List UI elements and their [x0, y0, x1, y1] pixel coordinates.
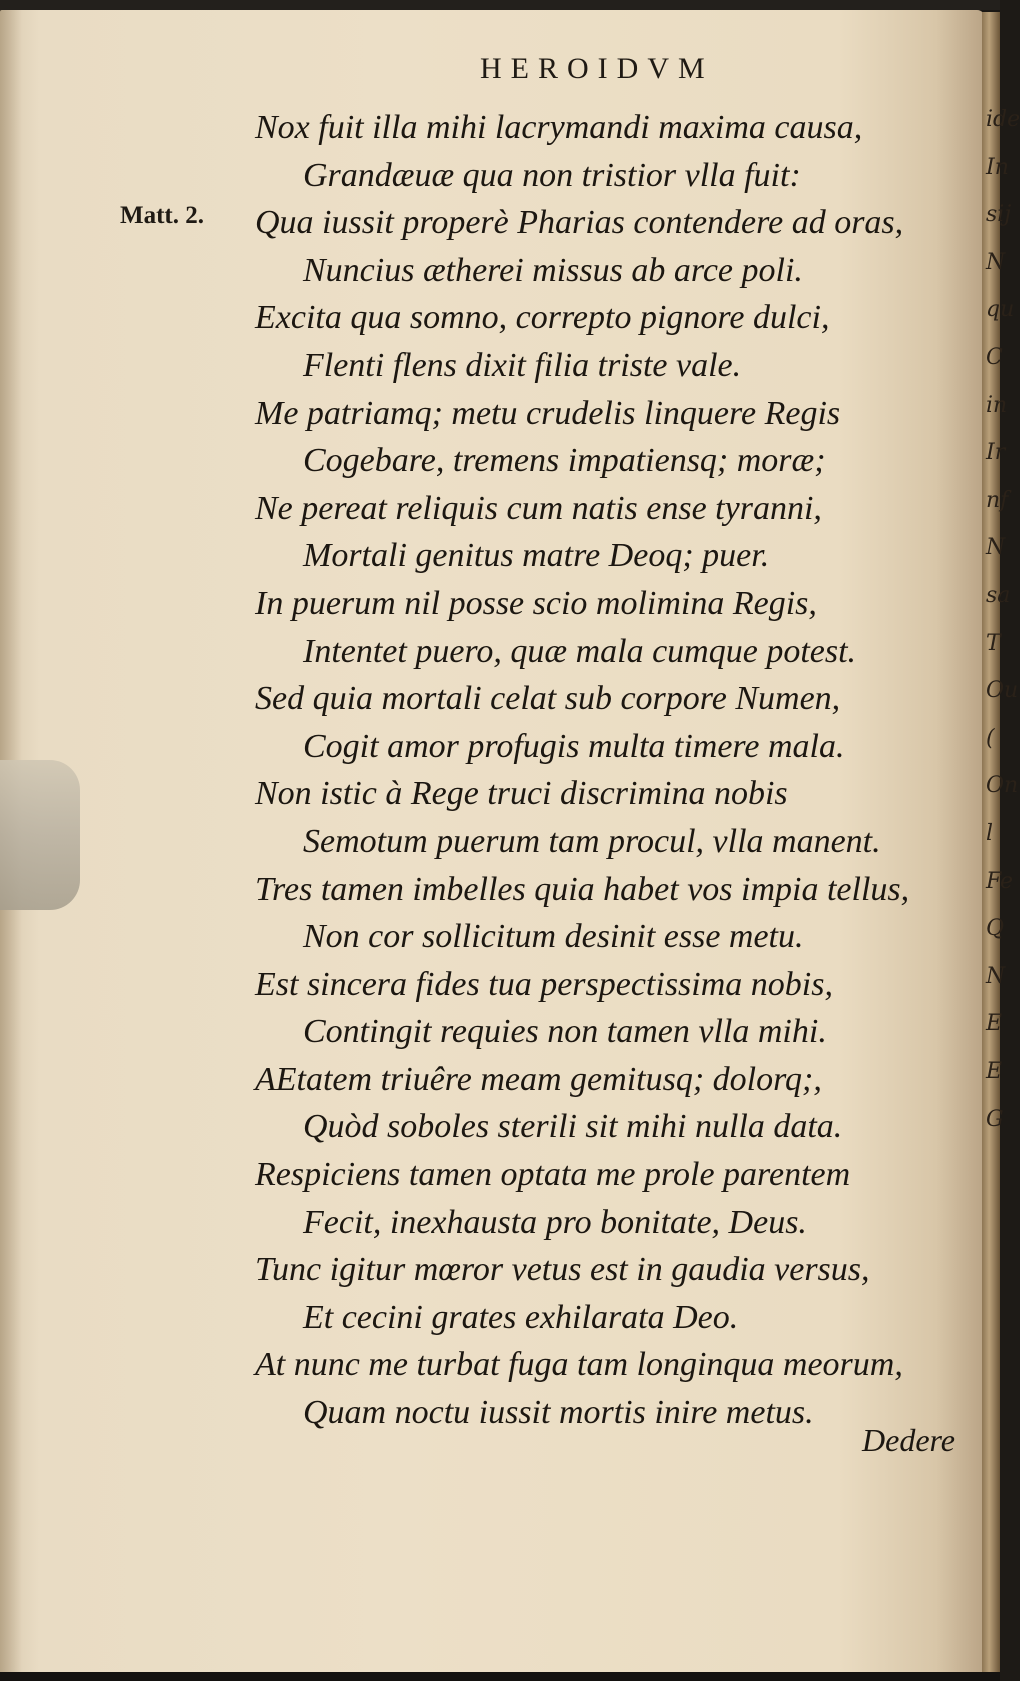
verse-line: Cogebare, tremens impatiensq; moræ; [303, 442, 826, 480]
verse-line: Et cecini grates exhilarata Deo. [303, 1298, 739, 1336]
margin-reference: Matt. 2. [120, 202, 204, 229]
next-page-fragment: E [986, 1059, 1003, 1084]
verse-line: Respiciens tamen optata me prole parentem [255, 1156, 851, 1194]
verse-line: Flenti flens dixit filia triste vale. [303, 346, 742, 384]
verse-line: In puerum nil posse scio molimina Regis, [255, 584, 817, 622]
next-page-fragment: l [986, 821, 994, 846]
verse-line: Tunc igitur mœror vetus est in gaudia versus, [255, 1251, 870, 1289]
verse-line: Nox fuit illa mihi lacrymandi maxima causa, [255, 109, 863, 146]
next-page-fragment: N [986, 249, 1006, 275]
next-page-fragment: Q [986, 916, 1005, 942]
next-page-fragment: G [986, 1106, 1004, 1132]
running-title: HEROIDVM [480, 52, 714, 85]
verse-line: Semotum puerum tam procul, vlla manent. [303, 822, 881, 860]
verse-block [0, 104, 980, 1437]
catchword: Dedere [862, 1422, 955, 1458]
next-page-fragment: sa [986, 583, 1011, 608]
next-page-fragment: nf [986, 487, 1009, 513]
next-page-fragment: N [986, 535, 1006, 561]
verse-line: Grandæuæ qua non tristior vlla fuit: [303, 156, 801, 194]
verse-line: Quam noctu iussit mortis inire metus. [303, 1394, 814, 1432]
next-page-fragment: T [986, 630, 1001, 656]
verse-line: Quòd soboles sterili sit mihi nulla data. [303, 1108, 843, 1146]
next-page-fragment: Ou [986, 678, 1019, 704]
verse-line: Nuncius ætherei missus ab arce poli. [303, 251, 803, 289]
verse-line: Ne pereat reliquis cum natis ense tyranni, [255, 489, 822, 527]
next-page-fragment: C [986, 345, 1003, 370]
scan-top-edge [0, 0, 1000, 10]
verse-line: Qua iussit properè Pharias contendere ad oras, [255, 204, 904, 242]
verse-line: Cogit amor profugis multa timere mala. [303, 727, 845, 765]
next-page-fragment: On [986, 773, 1019, 799]
next-page-fragment: N [986, 963, 1006, 989]
scan-bottom-edge [0, 1672, 1000, 1681]
next-page-edge [982, 12, 1020, 1672]
verse-line: Excita qua somno, correpto pignore dulci, [255, 299, 830, 337]
next-page-fragment: E [986, 1011, 1003, 1037]
next-page-fragment: in [986, 392, 1008, 418]
next-page-fragment: ( [986, 725, 995, 751]
verse-line: Sed quia mortali celat sub corpore Numen, [255, 680, 841, 718]
verse-line: Me patriamq; metu crudelis linquere Regis [255, 394, 841, 432]
next-page-fragment: In [986, 154, 1009, 180]
verse-line: Intentet puero, quæ mala cumque potest. [303, 632, 857, 670]
verse-line: Non cor sollicitum desinit esse metu. [303, 918, 804, 956]
next-page-fragment: sij [986, 202, 1012, 228]
next-page-fragment: qu [986, 297, 1015, 323]
verse-line: At nunc me turbat fuga tam longinqua meorum, [255, 1346, 903, 1384]
next-page-fragment: Fe [986, 868, 1014, 894]
verse-line: Mortali genitus matre Deoq; puer. [303, 537, 770, 575]
verse-line: Non istic à Rege truci discrimina nobis [255, 775, 788, 813]
next-page-fragment: Ir [986, 440, 1006, 466]
verse-line: Contingit requies non tamen vlla mihi. [303, 1013, 827, 1051]
next-page-fragment: ide [986, 107, 1020, 132]
verse-line: Fecit, inexhausta pro bonitate, Deus. [303, 1203, 807, 1241]
verse-line: Tres tamen imbelles quia habet vos impia tellus, [255, 870, 910, 908]
verse-line: AEtatem triuêre meam gemitusq; dolorq;, [255, 1060, 822, 1098]
verse-line: Est sincera fides tua perspectissima nobis, [255, 965, 833, 1003]
